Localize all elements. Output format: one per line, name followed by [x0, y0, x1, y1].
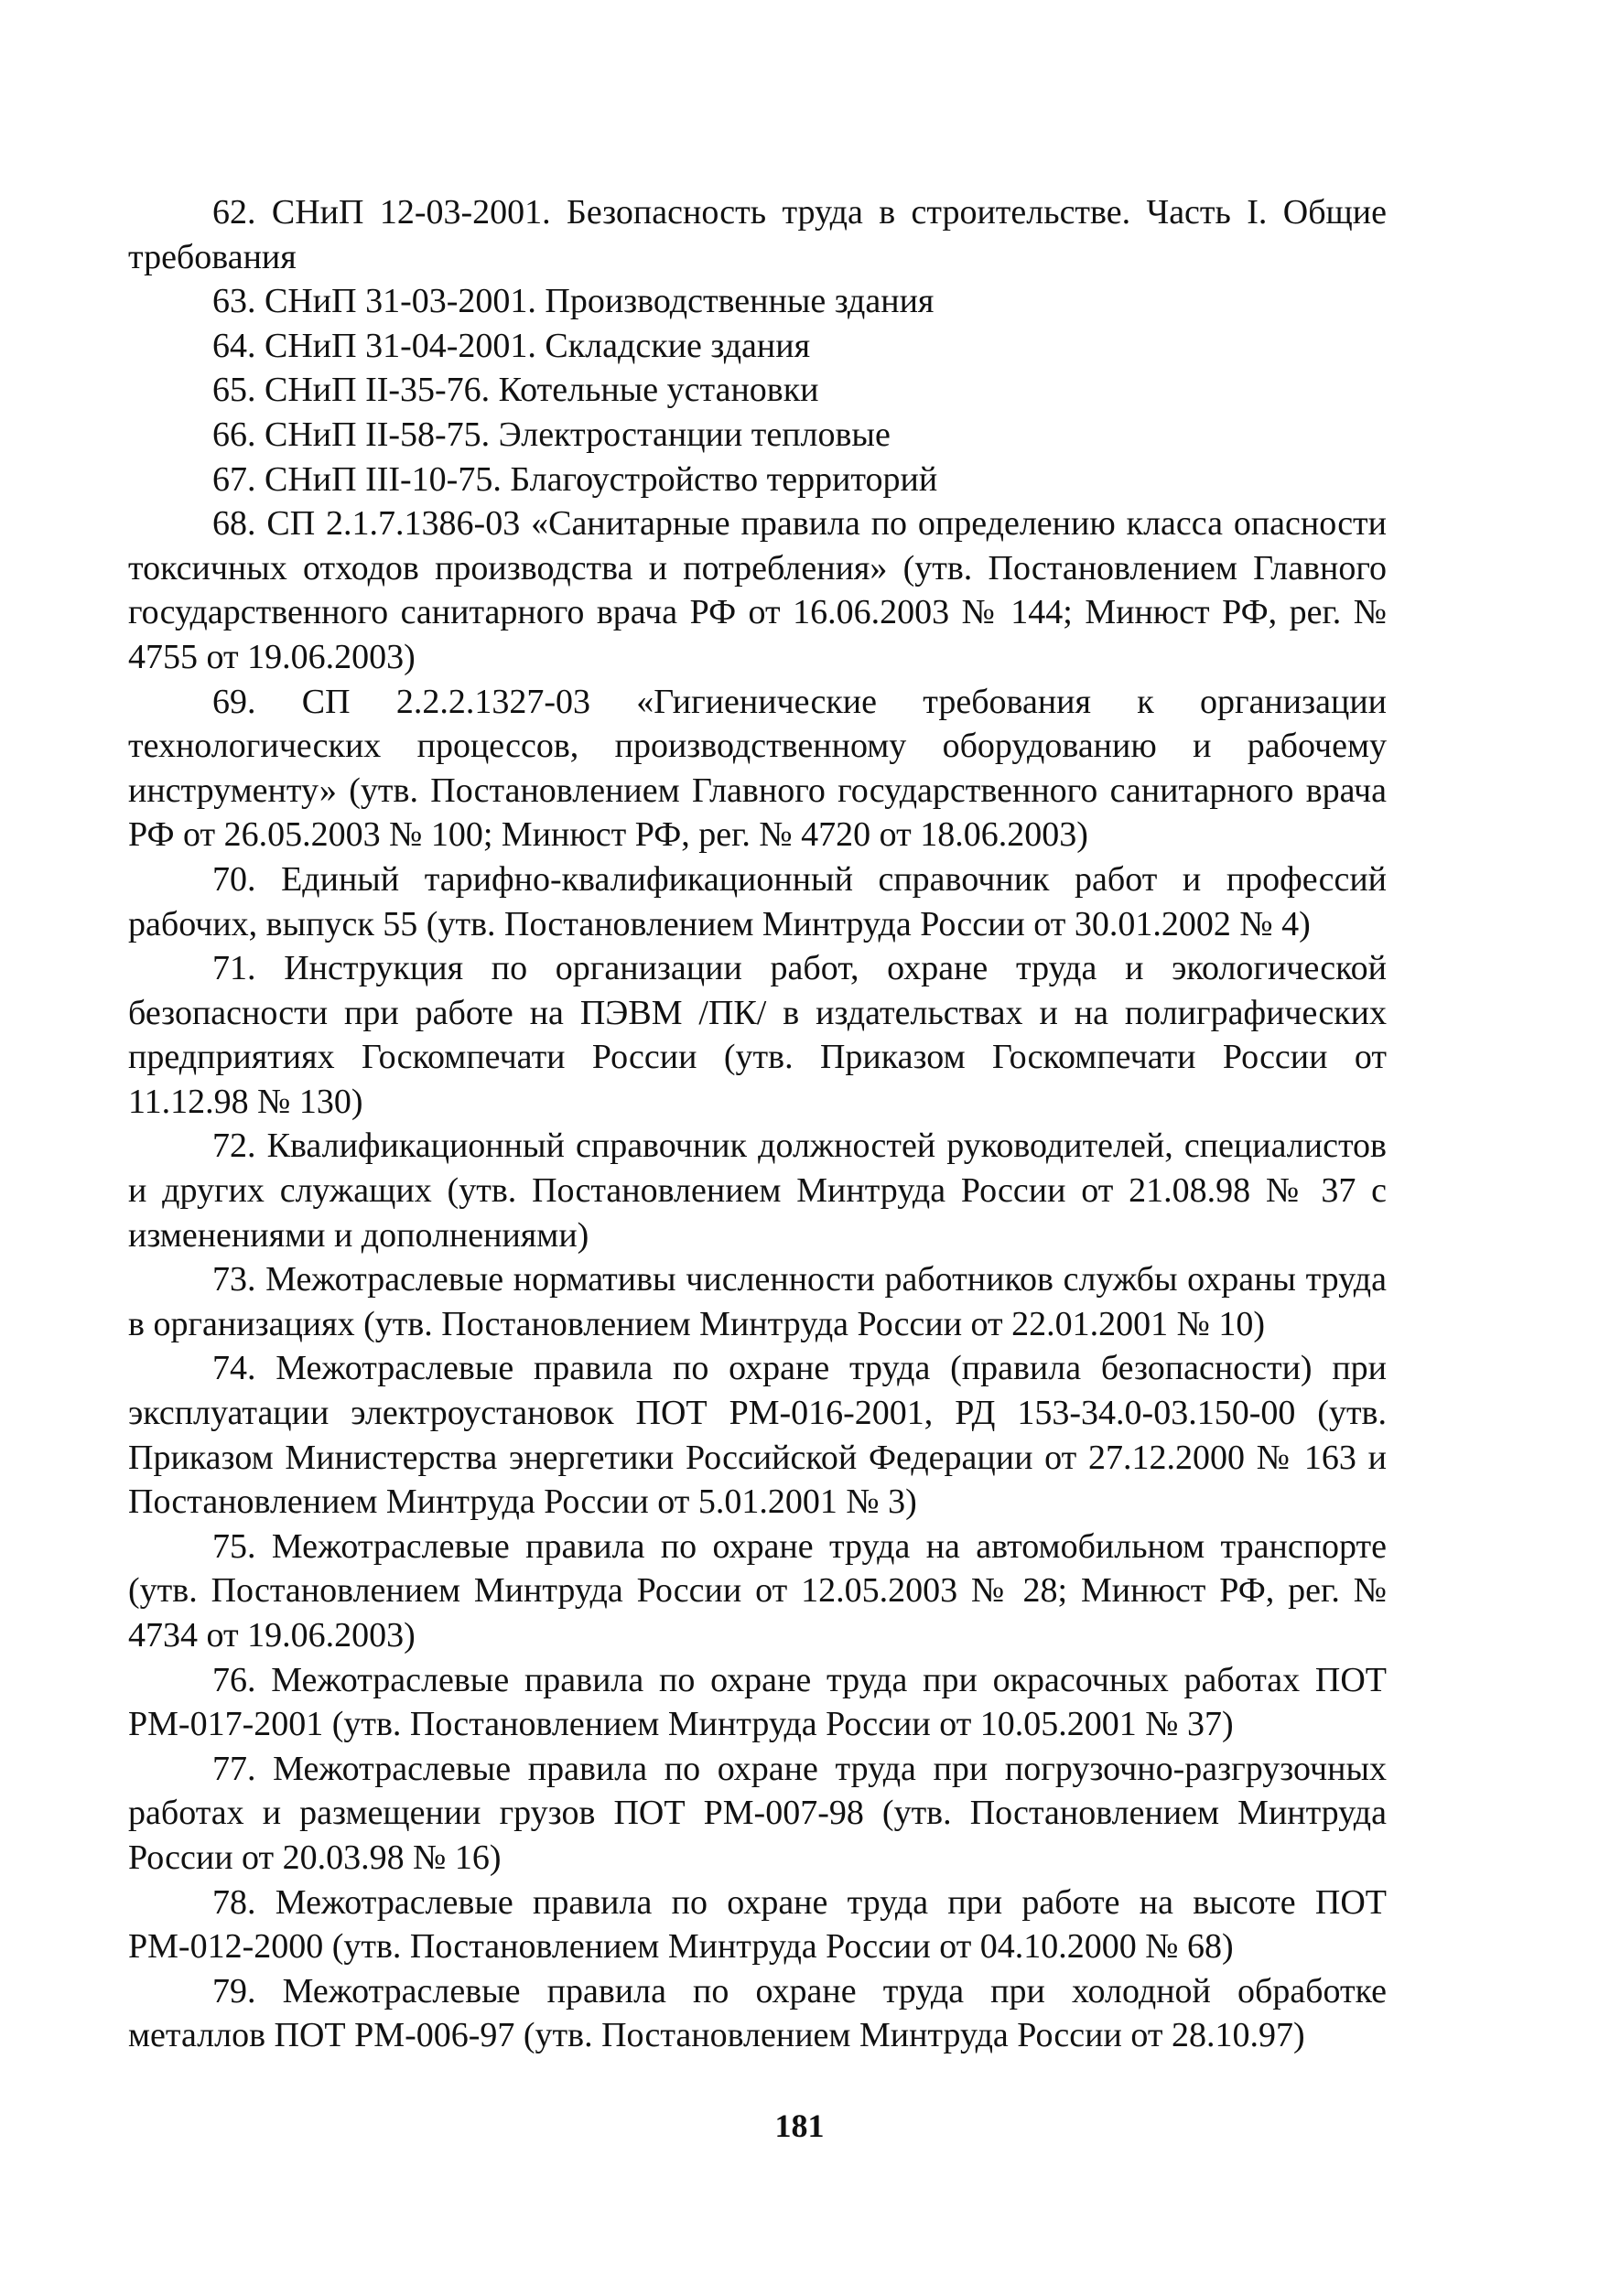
- reference-text: СП 2.2.2.1327-03 «Гигиенические требования к организации технологических процессов, производственному оборудованию и рабочему инструменту» (утв. Постановлением Главного государственного санитарного врача РФ от 26.05.2003 № 100; Минюст РФ, рег. № 4720 от 18.06.2003): [128, 682, 1387, 855]
- reference-text: СНиП II-35-76. Котельные установки: [265, 371, 819, 410]
- reference-number: 66.: [212, 415, 256, 454]
- reference-number: 71.: [212, 949, 256, 988]
- reference-item: [128, 1747, 1387, 1881]
- reference-text: Межотраслевые правила по охране труда при погрузочно-разгрузочных работах и размещении грузов ПОТ РМ-007-98 (утв. Постановлением Минтруда России от 20.03.98 № 16): [128, 1749, 1387, 1877]
- reference-item: [128, 1969, 1387, 2058]
- reference-text: Межотраслевые правила по охране труда на автомобильном транспорте (утв. Постановлением Минтруда России от 12.05.2003 № 28; Минюст РФ, рег. № 4734 от 19.06.2003): [128, 1526, 1387, 1655]
- reference-text: Инструкция по организации работ, охране труда и экологической безопасности при работе на ПЭВМ /ПК/ в издательствах и на полиграфических предприятиях Госкомпечати России (утв. Приказом Госкомпечати России от 11.12.98 № 130): [128, 949, 1388, 1121]
- reference-item: [128, 1658, 1387, 1747]
- reference-item: [128, 1346, 1387, 1524]
- reference-number: 64.: [212, 326, 256, 365]
- reference-text: Квалификационный справочник должностей руководителей, специалистов и других служащих (утв. Постановлением Минтруда России от 21.08.98 № 37 с изменениями и дополнениями): [128, 1126, 1387, 1255]
- reference-list: [128, 190, 1387, 2058]
- page-number: 181: [774, 2107, 825, 2144]
- reference-number: 67.: [212, 459, 256, 499]
- reference-number: 70.: [212, 859, 256, 899]
- reference-text: СНиП 12-03-2001. Безопасность труда в строительстве. Часть I. Общие требования: [128, 193, 1388, 276]
- reference-text: СП 2.1.7.1386-03 «Санитарные правила по определению класса опасности токсичных отходов производства и потребления» (утв. Постановлением Главного государственного санитарного врача РФ от 16.06.2003 № 144; Минюст РФ, рег. № 4755 от 19.06.2003): [128, 504, 1388, 676]
- reference-text: СНиП III-10-75. Благоустройство территорий: [265, 459, 938, 499]
- reference-number: 72.: [212, 1126, 256, 1166]
- reference-number: 77.: [212, 1749, 256, 1788]
- reference-number: 73.: [212, 1260, 256, 1299]
- reference-number: 75.: [212, 1526, 256, 1566]
- reference-item: [128, 458, 1387, 502]
- reference-text: Единый тарифно-квалификационный справочник работ и профессий рабочих, выпуск 55 (утв. Постановлением Минтруда России от 30.01.2002 № 4): [128, 859, 1387, 943]
- reference-item: [128, 1257, 1387, 1346]
- reference-item: [128, 413, 1387, 458]
- reference-item: [128, 1124, 1387, 1257]
- reference-number: 79.: [212, 1971, 256, 2010]
- reference-item: [128, 946, 1387, 1124]
- reference-number: 69.: [212, 682, 256, 721]
- reference-number: 78.: [212, 1882, 256, 1922]
- reference-number: 63.: [212, 282, 256, 321]
- reference-text: Межотраслевые правила по охране труда (правила безопасности) при эксплуатации электроустановок ПОТ РМ-016-2001, РД 153-34.0-03.150-00 (утв. Приказом Министерства энергетики Российской Федерации от 27.12.2000 № 163 и Постановлением Минтруда России от 5.01.2001 № 3): [128, 1349, 1388, 1522]
- reference-text: СНиП II-58-75. Электростанции тепловые: [265, 415, 891, 454]
- reference-item: [128, 1881, 1387, 1969]
- reference-item: [128, 857, 1387, 946]
- reference-text: СНиП 31-03-2001. Производственные здания: [265, 282, 935, 321]
- reference-number: 68.: [212, 504, 256, 544]
- reference-number: 76.: [212, 1660, 256, 1699]
- reference-item: [128, 501, 1387, 679]
- reference-number: 62.: [212, 193, 256, 232]
- reference-text: Межотраслевые правила по охране труда при окрасочных работах ПОТ РМ-017-2001 (утв. Постановлением Минтруда России от 10.05.2001 № 37): [128, 1660, 1388, 1744]
- reference-number: 74.: [212, 1349, 256, 1388]
- reference-item: [128, 190, 1387, 279]
- reference-item: [128, 368, 1387, 413]
- reference-text: Межотраслевые правила по охране труда при холодной обработке металлов ПОТ РМ-006-97 (утв. Постановлением Минтруда России от 28.10.97): [128, 1971, 1388, 2055]
- reference-number: 65.: [212, 371, 256, 410]
- reference-item: [128, 680, 1387, 857]
- reference-text: Межотраслевые нормативы численности работников службы охраны труда в организациях (утв. Постановлением Минтруда России от 22.01.2001 № 10): [128, 1260, 1387, 1343]
- reference-item: [128, 279, 1387, 324]
- reference-item: [128, 324, 1387, 369]
- reference-text: Межотраслевые правила по охране труда при работе на высоте ПОТ РМ-012-2000 (утв. Постановлением Минтруда России от 04.10.2000 № 68): [128, 1882, 1387, 1967]
- reference-text: СНиП 31-04-2001. Складские здания: [265, 326, 811, 365]
- reference-item: [128, 1525, 1387, 1658]
